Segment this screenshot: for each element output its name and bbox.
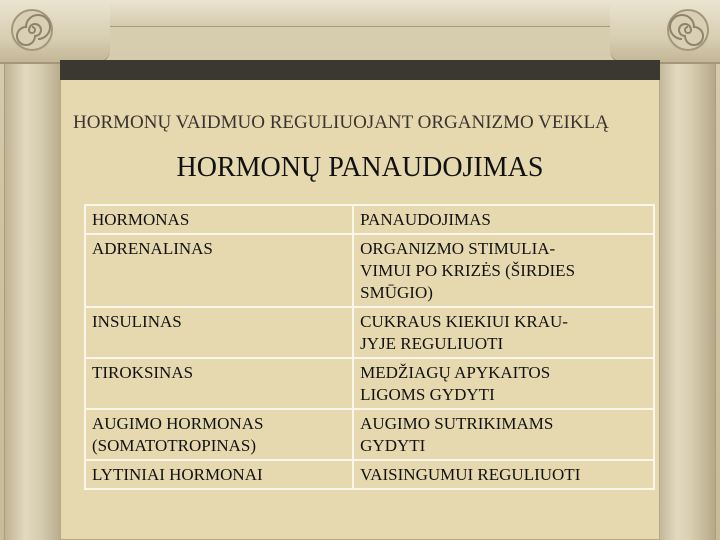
hormone-cell <box>85 409 353 460</box>
table-row <box>85 460 654 489</box>
hormone-line: AUGIMO HORMONAS <box>92 414 264 433</box>
use-line: VIMUI PO KRIZĖS (ŠIRDIES <box>360 261 576 280</box>
spiral-volute-icon <box>666 8 710 52</box>
use-line: GYDYTI <box>360 436 426 455</box>
use-cell <box>353 460 654 489</box>
slide-title: HORMONŲ PANAUDOJIMAS <box>176 152 544 183</box>
table-row <box>85 307 654 358</box>
hormones-table <box>84 204 655 490</box>
use-cell <box>353 409 654 460</box>
left-column <box>4 60 64 540</box>
table-row <box>85 234 654 307</box>
use-line: VAISINGUMUI REGULIUOTI <box>360 465 581 484</box>
left-capital <box>0 0 110 64</box>
hormone-cell: LYTINIAI HORMONAI <box>85 460 353 489</box>
lintel <box>60 0 660 27</box>
right-capital <box>610 0 720 64</box>
use-cell <box>353 234 654 307</box>
hormone-cell: ADRENALINAS <box>85 234 353 307</box>
table-row <box>85 409 654 460</box>
use-line: MEDŽIAGŲ APYKAITOS <box>360 363 551 382</box>
use-line: LIGOMS GYDYTI <box>360 385 495 404</box>
table-row <box>85 358 654 409</box>
table-header-row <box>85 205 654 234</box>
use-cell <box>353 358 654 409</box>
hormone-cell: TIROKSINAS <box>85 358 353 409</box>
use-cell <box>353 307 654 358</box>
slide-subtitle: HORMONŲ VAIDMUO REGULIUOJANT ORGANIZMO VEIKLĄ <box>73 112 609 133</box>
hormone-cell: INSULINAS <box>85 307 353 358</box>
use-line: ORGANIZMO STIMULIA- <box>360 239 556 258</box>
use-line: SMŪGIO) <box>360 283 433 302</box>
panel-top-strip <box>60 60 660 80</box>
use-line: CUKRAUS KIEKIUI KRAU- <box>360 312 568 331</box>
hormone-line: (SOMATOTROPINAS) <box>92 436 257 455</box>
use-line: JYJE REGULIUOTI <box>360 334 504 353</box>
spiral-volute-icon <box>10 8 54 52</box>
use-line: AUGIMO SUTRIKIMAMS <box>360 414 554 433</box>
header-cell-hormone: HORMONAS <box>85 205 353 234</box>
header-cell-use: PANAUDOJIMAS <box>353 205 654 234</box>
